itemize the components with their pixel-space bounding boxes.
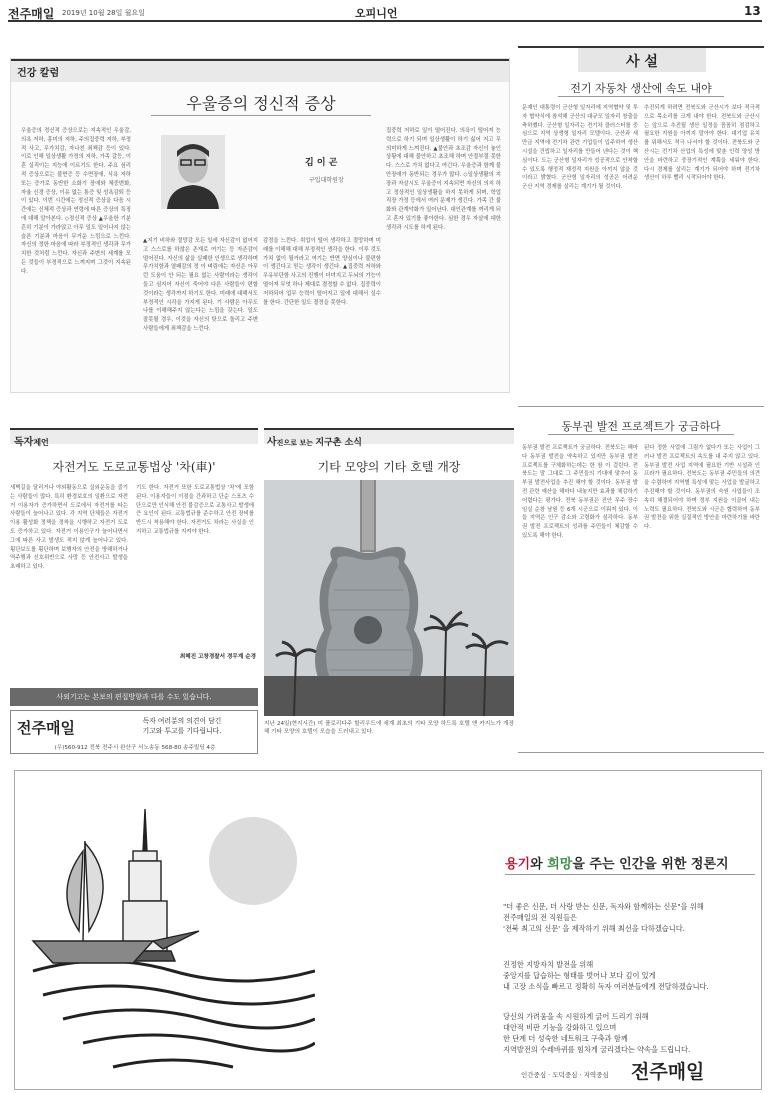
masthead: 전주매일 (8, 7, 55, 21)
contact-line-1: 독자 여러분의 의견이 담긴 (142, 717, 222, 725)
contact-logo: 전주매일 (17, 719, 75, 737)
reader-letter-sublabel: 제언 (33, 438, 49, 447)
author-name: 김 이 곤 (305, 158, 338, 168)
photo-news-title: 기타 모양의 기타 호텔 개장 (317, 460, 461, 474)
ad-paragraph-3 (503, 1011, 763, 1055)
hotel-photo (264, 480, 514, 716)
ad-p2-line-3: 내 고장 소식을 빠르고 정확히 독자 여러분들에게 전달하겠습니다. (503, 982, 709, 991)
section-title: 오피니언 (355, 7, 398, 20)
ad-p3-line-3: 한 단계 더 성숙한 네트워크 구축과 함께 (503, 1034, 628, 1043)
sailboat-tower-icon (23, 781, 315, 1083)
ad-p1-line-2: 전주매일의 전 직원들은 (503, 913, 578, 922)
photo-news-label-rest: 지구촌 소식 (315, 438, 362, 448)
photo-news-label-big: 사 (267, 437, 277, 448)
editorial-body-1b: 추진되게 하려면 전북도와 군산시가 보다 적극적으로 목소리를 크게 내야 한다. 전북도와 군산시는 앞으로 추진될 생산 일정을 꼼꼼히 점검하고 필요한 지원을 아끼지 말아야 한다. 대기업 유치를 위해서도 적극 나서야 할 것이다. 전북도와 군산시는 전기차 산업의 특성에 맞춘 인력 양성 방안을 마련하고 중장기적인 계획을 세워야 한다. 다시 경제를 살리는 계기가 되어야 하며 전기차 생산이 하루 빨리 시작되어야 한다. (644, 105, 760, 182)
editorial-divider (518, 406, 764, 407)
health-col3: 감정을 느낀다. 취업이 떨어 생각하고 절망하며 미래를 이해해 대해 부정적인 생각을 한다. 이루 것도 가치 없이 될거라고 여기는 반면 양심이나 불편함이 생긴다고 믿는 생각이 생긴다. ▲집중력 저하와 우유부단함 사고의 진행이 더뎌지고 두뇌의 기능이 떨어져 무엇 하나 제대로 결정할 수 없다. 집중력이 저하되어 업무 능력이 떨어지고 일에 대해서 실수를 한다. 간단한 일도 결정을 못한다. (263, 238, 381, 306)
ad-box (14, 770, 762, 1090)
photo-caption: 지난 24일(현지시간) 미 플로리다주 할리우드에 세계 최초의 기타 모양 하드록 호텔 앤 카지노가 개장해 기타 모양의 호텔이 모습을 드러내고 있다. (264, 721, 514, 735)
contribution-notice: 사외기고는 본보의 편집방향과 다를 수도 있습니다. (10, 688, 258, 706)
ad-p3-line-2: 대안적 비판 기능을 강화하고 있으며 (503, 1023, 617, 1032)
issue-date: 2019년 10월 28일 월요일 (62, 9, 145, 17)
editorial-title-2-rule (548, 434, 734, 435)
ad-paragraph-2 (503, 959, 763, 992)
ad-headline-rule (505, 874, 755, 875)
author-portrait-icon (161, 135, 225, 209)
ad-art (23, 781, 315, 1083)
health-column (10, 58, 510, 393)
ad-headline-hope: 희망 (547, 857, 573, 872)
editorial-body-2b: 된다 정한 사업에 그림가 없다가 또는 사업이 그러나 발전 프로젝트의 속도를 내 주지 않고 있다. 동부권 발전 사업 지역에 필요한 기반 시설과 인프라가 필요하다. 전북도는 동부권 주민들의 의견을 수렴하여 지역별 특성에 맞는 사업을 발굴하고 추진해야 할 것이다. 동부권의 숙원 사업들이 조속히 해결되어야 하며 정부 지원을 이끌어 내는 노력도 필요하다. 전북도와 시군은 협력하여 동부권 발전을 위한 실질적인 방안을 마련하기를 바란다. (644, 445, 760, 531)
reader-letter (10, 428, 258, 683)
editorial-title-1-rule (558, 96, 724, 97)
editorial-body-2a: 동부권 발전 프로젝트가 궁금하다. 전북도는 해마다 동부권 발전을 약속하고 있지만 동부권 발전 프로젝트를 구체화하는데는 한 참 이 걸린다. 전북도는 말 그대로 그 주민들의 기대에 맞추어 동부권 발전사업을 추진 해야 할 것이다. 동부권 발전 관련 예산을 해마다 내놓지만 효과를 체감하기 어렵다는 평가다. 전북 동부권은 진안 무주 장수 임실 순창 남원 등 6개 시군으로 이뤄져 있다. 이들 지역은 인구 감소와 고령화가 심각하다. 동부권 발전 프로젝트의 성과를 주민들이 체감할 수 있도록 해야 한다. (522, 445, 638, 539)
ad-headline-courage: 용기 (505, 857, 531, 872)
ad-headline-rest: 을 주는 인간을 위한 정론지 (572, 857, 729, 872)
health-title-rule (151, 115, 371, 116)
reader-letter-author: 최혜진 고창경찰서 경무계 순경 (179, 654, 256, 660)
editorial-box (518, 46, 764, 753)
ad-headline (505, 853, 729, 872)
contact-line-2: 기고와 투고를 기다립니다. (142, 727, 222, 735)
editorial-title-1: 전기 자동차 생산에 속도 내야 (570, 82, 712, 95)
ad-p1-line-3: '전북 최고의 신문' 을 제작하기 위해 최선을 다하겠습니다. (503, 924, 685, 933)
ad-p3-line-1: 당신의 가려움을 속 시원하게 긁어 드리기 위해 (503, 1012, 649, 1021)
ad-p2-line-2: 중앙지를 답습하는 형태를 벗어나 보다 깊이 있게 (503, 971, 656, 980)
photo-news (264, 428, 514, 753)
editorial-title-2: 동부권 발전 프로젝트가 궁금하다 (561, 420, 721, 433)
author-photo (161, 135, 225, 209)
photo-news-head (264, 428, 514, 448)
health-col4: 집중력 저하로 일이 떨어진다. 의욕이 떨어져 능력으로 하기 되며 일상생활이 하기 싫어 지고 무의미하게 느껴진다. ▲불안과 초조감 자신이 놓인 상황에 대해 불안하고 초조해 하며 안절부절 못한다. 스스로 가치 없다고 여긴다. 우울증과 함께 불안장애가 동반되는 경우가 많다. ◇일상생활의 지장과 자살시도 우울증이 지속되면 자신의 의지 하고 정상적인 일상생활을 하지 못하게 되며, 학업 직장 가정 등에서 여러 문제가 생긴다. 가족 간 불화와 관계악화가 일어난다. 대인관계를 꺼리게 되고 혼자 있기를 좋아한다. 심한 경우 자살에 대한 생각과 시도를 하게 된다. (386, 128, 501, 231)
reader-letter-title: 자전거도 도로교통법상 '차(車)' (52, 460, 216, 474)
ad-paragraph-1 (503, 901, 763, 934)
reader-letter-col1: 새벽길을 달리거나 야외활동으로 실외운동을 즐기는 사람들이 많다. 특히 환경보호의 일환으로 자전거 이용자가 증가하면서 도로에서 자전거를 타는 사람들이 늘어나고 있다. 각 지역 단체들은 자전거 이용 활성화 정책을 정착을 시행하고 자전거 도로도 증가하고 있다. 자전거 이용인구가 늘어나면서 그에 따른 사고 발생도 적지 않게 늘어나고 있다. 횡단보도를 횡단하며 보행자의 안전을 방해하거나 역주행과 신호위반으로 사망 등 안전사고 발생을 초래하고 있다. (10, 485, 128, 571)
author-role: 구입대학원장 (309, 177, 344, 184)
contact-box (10, 710, 258, 754)
page-number: 13 (744, 4, 761, 18)
contact-address: (우)560-912 전북 전주시 완산구 서노송동 568-80 송주빌딩 4층 (54, 745, 216, 751)
editorial-label: 사 설 (626, 54, 658, 70)
health-column-label: 건강 칼럼 (11, 59, 509, 82)
ad-p3-line-4: 지역발전의 수레바퀴를 힘차게 굴리겠다는 약속을 드립니다. (503, 1045, 691, 1054)
editorial-body-1a: 문재인 대통령이 군산형 일자리에 지역협약 및 투자 협약식에 참석해 군산의 대규모 일자리 창출을 축하했다. 군산형 일자리는 전기차 클러스터를 중심으로 지역 상생형 일자리 모델이다. 군산과 새만금 지역에 전기차 관련 기업들이 입주하여 생산 시설을 건립하고 일자리를 만들어 낸다는 것이 핵심이다. 도는 군산형 일자리가 성공적으로 안착할 수 있도록 행정적 재정적 지원을 아끼지 않을 것이라고 밝혔다. 군산형 일자리의 성공은 어려운 군산 지역 경제를 살리는 계기가 될 것이다. (522, 105, 638, 191)
guitar-hotel-icon (264, 480, 514, 716)
health-col1: 우울증의 정신적 증상으로는 지속적인 우울감, 의욕 저하, 흥미의 저하, 주의집중력 저하, 부정적 사고, 무가치감, 자나친 죄책감 등이 있다. 이로 인해 일상생활 가정의 저하, 가족 갈등, 이혼 실직이는 지능에 이르기도 한다. 주요 심리적 증상으로는 불면증 등 수면장애, 식욕 저하 또는 증가로 동반한 소화기 장애와 체중변화, 자율 신경 증상, 이유 없는 통증 및 성욕감퇴 등이 있다. 이번 시간에는 정신적 증상을 다음 시간에는 신체적 증상과 연령에 따른 증상의 특징에 대해 알아본다. ◇정신적 증상 ▲우울한 기분 흔히 기분이 가라앉고 아무 일도 일어나지 않는 슬픈 기분과 마음이 무거운 느낌으로 느낀다. 자신의 정한 마음에 따라 부정적인 생각과 무가치한 것처럼 느낀다. 자신과 주변의 세계를 모든 것들이 부정적으로 느껴지며 그것이 지속된다. (21, 128, 131, 275)
reader-letter-col2: 기도 한다. 자전거 또한 도로교통법상 '차'에 포함된다. 이용자들이 이점을 간과하고 단순 스포츠 수단으로만 인식해 안전 불감증으로 교통사고 발생에 큰 요인이 된다. 교통법규를 준수하고 안전 장비를 반드시 착용해야 한다. 자전거도 차라는 사실을 인지하고 교통법규를 지켜야 한다. (136, 485, 254, 535)
reader-letter-label: 독자 (14, 437, 34, 448)
ad-p1-line-1: "더 좋은 신문, 더 사랑 받는 신문, 독자와 함께하는 신문"을 위해 (503, 902, 704, 911)
ad-p2-line-1: 진정한 지방자치 발전을 위해 (503, 960, 594, 969)
health-title: 우울증의 정신적 증상 (186, 94, 336, 113)
reader-letter-head (10, 428, 258, 448)
photo-news-label-small: 진으로 보는 (276, 439, 316, 447)
ad-slogan: 인간중심 · 도덕중심 · 지역중심 (521, 1071, 609, 1079)
ad-logo: 전주매일 (631, 1061, 705, 1083)
ad-headline-and: 와 (530, 857, 548, 872)
health-col2: ▲지기 비하와 절망감 모든 일에 자신감이 없어지고 스스로를 하찮은 존재로 여기는 등 자존감이 떨어진다. 자신의 삶을 실패한 인생으로 생각하며 무가치함과 열패감의 정 이 벼림에는 자신은 아무런 도움이 안 되는 필요 없는 사람이라는 생각이 들고 심지어 자신이 죽어야 다른 사람들이 편할 것이라는 생각까지 하기도 한다. 미래에 대해서도 부정적인 시각을 가지게 된다. 기 사람은 아무도 나를 이해해주지 않는다는 느낌을 갖는다. 일도 잘못될 경우, 이것을 자신의 탓으로 돌리고 주변사람들에게 죄책감을 느낀다. (143, 238, 258, 332)
